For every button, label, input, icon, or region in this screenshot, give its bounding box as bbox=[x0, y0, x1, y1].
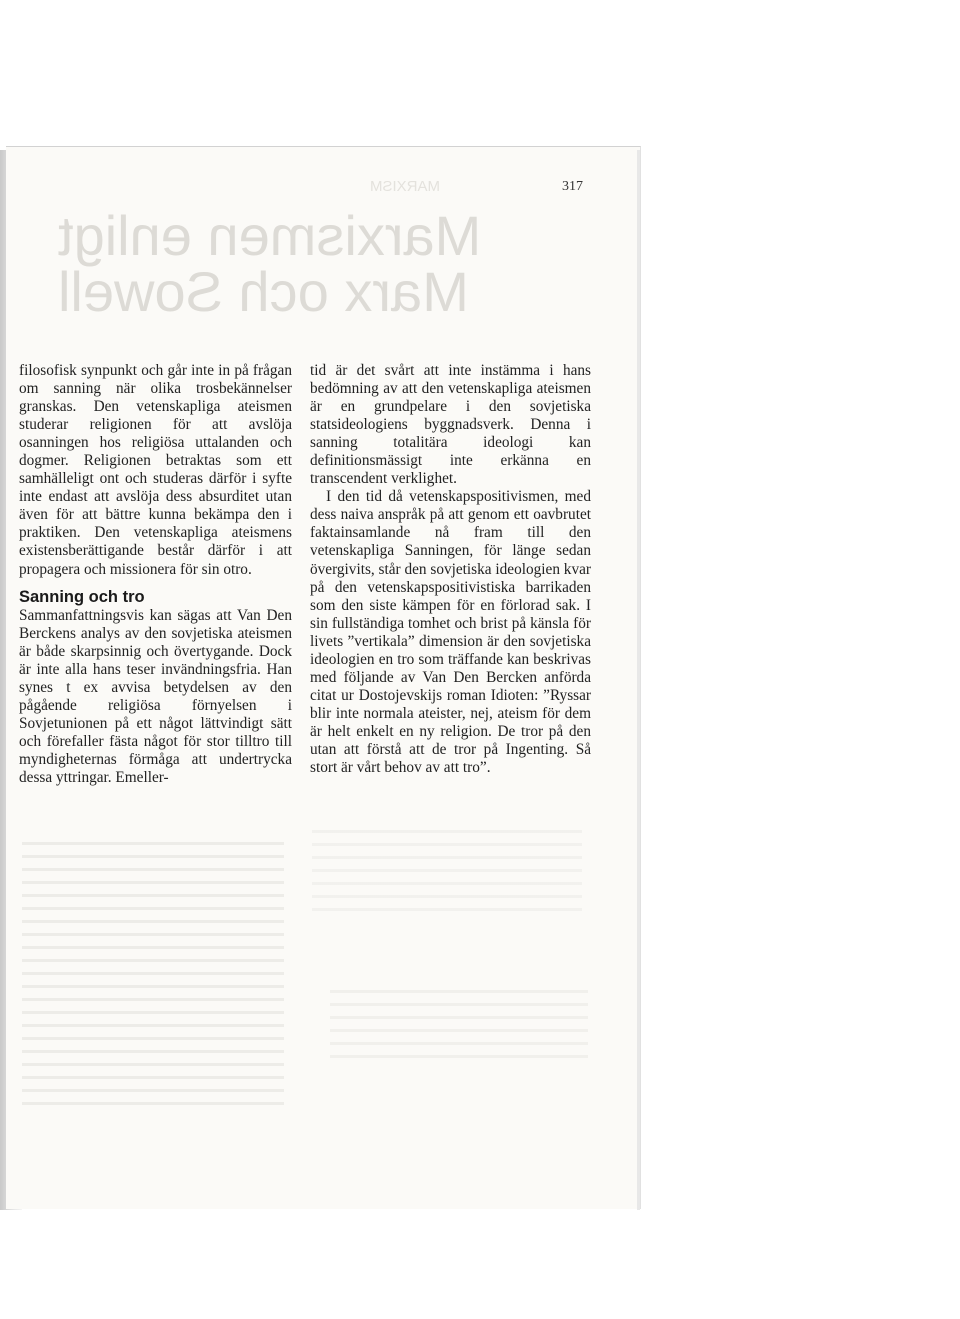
bleed-through-text bbox=[312, 820, 582, 920]
paragraph: Sammanfattningsvis kan sägas att Van Den Berckens analys av den sovjetiska ateismen är både skarpsinnig och övertygande. Dock är inte alla hans teser invändningsfria. Han synes t ex avvisa betydelsen av den pågående religiösa förnyelsen i Sovjetunionen på ett något lättvindigt sätt och förefaller fästa något för stor tilltro till myndigheternas förmåga att undertrycka dessa yttringar. Emeller- bbox=[19, 606, 292, 787]
paragraph: tid är det svårt att inte instämma i hans bedömning av att den vetenskapliga ateismen är en grundpelare i den sovjetiska statsideologiens byggnadsverk. Denna i sanning totalitära ideologi kan definitionsmässigt inte erkänna en transcendent verklighet. bbox=[310, 362, 591, 488]
section-heading: Sanning och tro bbox=[19, 587, 145, 606]
right-column bbox=[310, 362, 591, 777]
bleed-through-text bbox=[22, 832, 284, 1112]
paragraph: I den tid då vetenskapspositivismen, med dess naiva anspråk på att genom ett oavbrutet faktainsamlande nå fram till den vetenskapliga Sanningen, för länge sedan övergivits, står den sovjetiska ideologien kvar på den vetenskapspositivistiska barrikaden som den siste kämpen för en förlorad sak. I sin fullständiga tomhet och brist på känsla för livets ”vertikala” dimension är den sovjetiska ideologien en tro som träffande kan beskrivas med följande av Van Den Bercken anförda citat ur Dostojevskijs roman Idioten: ”Ryssar blir inte normala ateister, nej, ateism för dem är helt enkelt en ny religion. De tror på den utan att förstå att de tror på Ingenting. Så stort är vårt behov av att tro”. bbox=[310, 488, 591, 777]
page-edge bbox=[637, 150, 640, 1210]
paragraph: filosofisk synpunkt och går inte in på frågan om sanning när olika trosbekännelser granskas. Den vetenskapliga ateismen studerar religionen för att avslöja osanningen hos religiösa uttalanden och dogmer. Religionen betraktas som ett samhälleligt ont och studeras därför i syfte inte endast att avslöja dess absurditet utan även för att bättre kunna bekämpa den i praktiken. Den vetenskapliga ateismens existensberättigande består därför i att propagera och missionera för sin otro. bbox=[19, 362, 292, 578]
page-number: 317 bbox=[562, 179, 583, 194]
left-column bbox=[19, 362, 292, 787]
bleed-through-subtitle: MARXISM bbox=[370, 178, 441, 195]
bleed-through-text bbox=[330, 980, 588, 1060]
bleed-through-title: Marxismen enligt Marx och Sowell bbox=[58, 204, 482, 323]
